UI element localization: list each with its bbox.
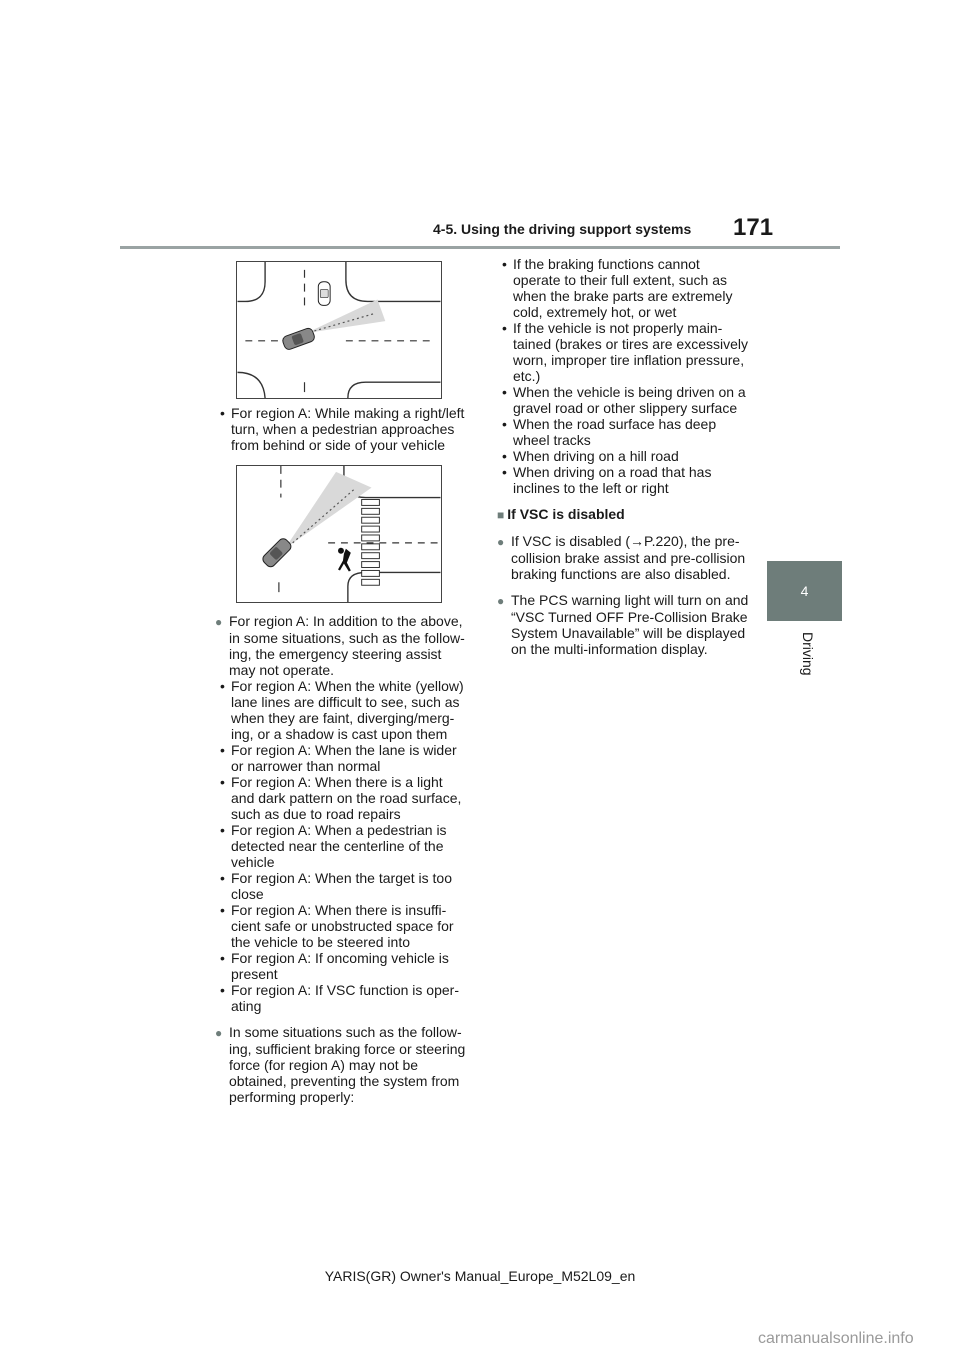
pcs-warning-note: ● The PCS warning light will turn on and “VSC Turned OFF Pre-Collision Brake System Unavailable” will be displayed on the multi-information display.	[497, 592, 751, 657]
vsc-disabled-note: ● If VSC is disabled (→P.220), the pre-collision brake assist and pre-collision braking functions are also disabled.	[497, 533, 751, 582]
crosswalk-illustration	[237, 466, 441, 602]
list-item: • If the braking functions cannot operate to their full extent, such as when the brake parts are extremely cold, extremely hot, or wet	[497, 256, 751, 320]
list-item: • When driving on a road that has inclines to the left or right	[497, 464, 751, 496]
chapter-tab[interactable]: 4	[767, 561, 842, 621]
braking-force-note: ● In some situations such as the follow-ing, sufficient braking force or steering force (for region A) may not be obtained, preventing the system from performing properly:	[215, 1024, 467, 1105]
emergency-steering-note: ● For region A: In addition to the above, in some situations, such as the follow-ing, the emergency steering assist may not operate.	[215, 613, 467, 678]
list-item: • For region A: When the target is too close	[215, 870, 467, 902]
vsc-subheading: ■ If VSC is disabled	[497, 506, 751, 523]
watermark: carmanualsonline.info	[758, 1330, 914, 1347]
list-item: • For region A: When a pedestrian is detected near the centerline of the vehicle	[215, 822, 467, 870]
list-item: • For region A: If oncoming vehicle is present	[215, 950, 467, 982]
list-item: • For region A: When there is a light and dark pattern on the road surface, such as due to road repairs	[215, 774, 467, 822]
figure-caption: • For region A: While making a right/left turn, when a pedestrian approaches from behind or side of your vehicle	[215, 405, 465, 453]
right-column	[497, 256, 751, 657]
intersection-figure	[236, 261, 442, 399]
list-item: • When driving on a hill road	[497, 448, 751, 464]
list-item: • When the road surface has deep wheel tracks	[497, 416, 751, 448]
list-item: • For region A: If VSC function is oper-ating	[215, 982, 467, 1014]
left-column	[215, 405, 465, 453]
list-item: • When the vehicle is being driven on a gravel road or other slippery surface	[497, 384, 751, 416]
section-title: 4-5. Using the driving support systems	[433, 221, 692, 237]
list-item: • For region A: When the white (yellow) lane lines are difficult to see, such as when they are faint, diverging/merg-ing, or a shadow is cast upon them	[215, 678, 467, 742]
crosswalk-figure	[236, 465, 442, 603]
header-rule	[120, 246, 840, 249]
list-item: • For region A: When the lane is wider or narrower than normal	[215, 742, 467, 774]
page-number: 171	[733, 214, 774, 241]
left-column-lower	[215, 613, 467, 1105]
chapter-label: Driving	[800, 632, 816, 676]
list-item: • For region A: When there is insuffi-cient safe or unobstructed space for the vehicle to be steered into	[215, 902, 467, 950]
footer-manual-id: YARIS(GR) Owner's Manual_Europe_M52L09_en	[324, 1268, 636, 1284]
list-item: • If the vehicle is not properly main-tained (brakes or tires are excessively worn, improper tire inflation pressure, etc.)	[497, 320, 751, 384]
intersection-illustration	[237, 262, 441, 398]
